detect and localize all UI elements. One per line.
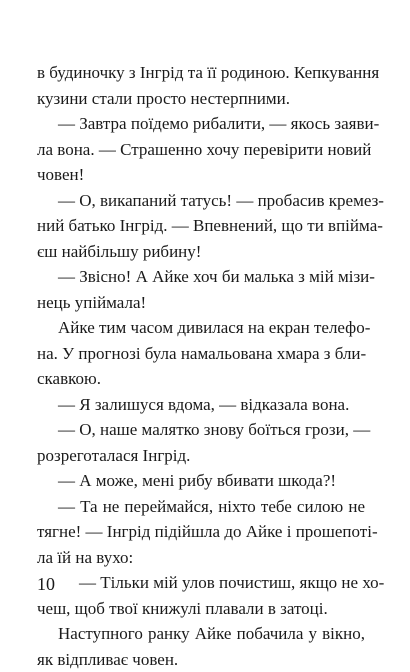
text-line: човен!: [37, 162, 365, 188]
text-line: — Я залишуся вдома, — відказала вона.: [37, 392, 365, 418]
text-line: як відпливає човен.: [37, 647, 365, 672]
text-line: Наступного ранку Айке побачила у вікно,: [37, 621, 365, 647]
text-line: — Тільки мій улов почистиш, якщо не хо-: [37, 570, 365, 596]
text-line: — О, наше малятко знову боїться грози, —: [37, 417, 365, 443]
text-line: нець упіймала!: [37, 290, 365, 316]
body-text: [37, 60, 365, 672]
text-line: — А може, мені рибу вбивати шкода?!: [37, 468, 365, 494]
text-line: тягне! — Інгрід підійшла до Айке і прошепоті-: [37, 519, 365, 545]
text-line: скавкою.: [37, 366, 365, 392]
text-line: — Та не переймайся, ніхто тебе силою не: [37, 494, 365, 520]
text-line: — Завтра поїдемо рибалити, — якось заяви-: [37, 111, 365, 137]
text-line: ний батько Інгрід. — Впевнений, що ти впіймa-: [37, 213, 365, 239]
text-line: ла їй на вухо:: [37, 545, 365, 571]
text-line: розреготалася Інгрід.: [37, 443, 365, 469]
text-line: — Звісно! А Айке хоч би малька з мій мізи-: [37, 264, 365, 290]
text-line: в будиночку з Інгрід та її родиною. Кепкування: [37, 60, 365, 86]
text-line: ла вона. — Страшенно хочу перевірити новий: [37, 137, 365, 163]
text-line: Айке тим часом дивилася на екран телефо-: [37, 315, 365, 341]
text-line: на. У прогнозі була намальована хмара з бли-: [37, 341, 365, 367]
text-line: кузини стали просто нестерпними.: [37, 86, 365, 112]
text-line: єш найбільшу рибину!: [37, 239, 365, 265]
page-number: 10: [37, 574, 55, 595]
text-line: чеш, щоб твої книжулі плавали в затоці.: [37, 596, 365, 622]
text-line: — О, викапаний татусь! — пробасив кремез-: [37, 188, 365, 214]
